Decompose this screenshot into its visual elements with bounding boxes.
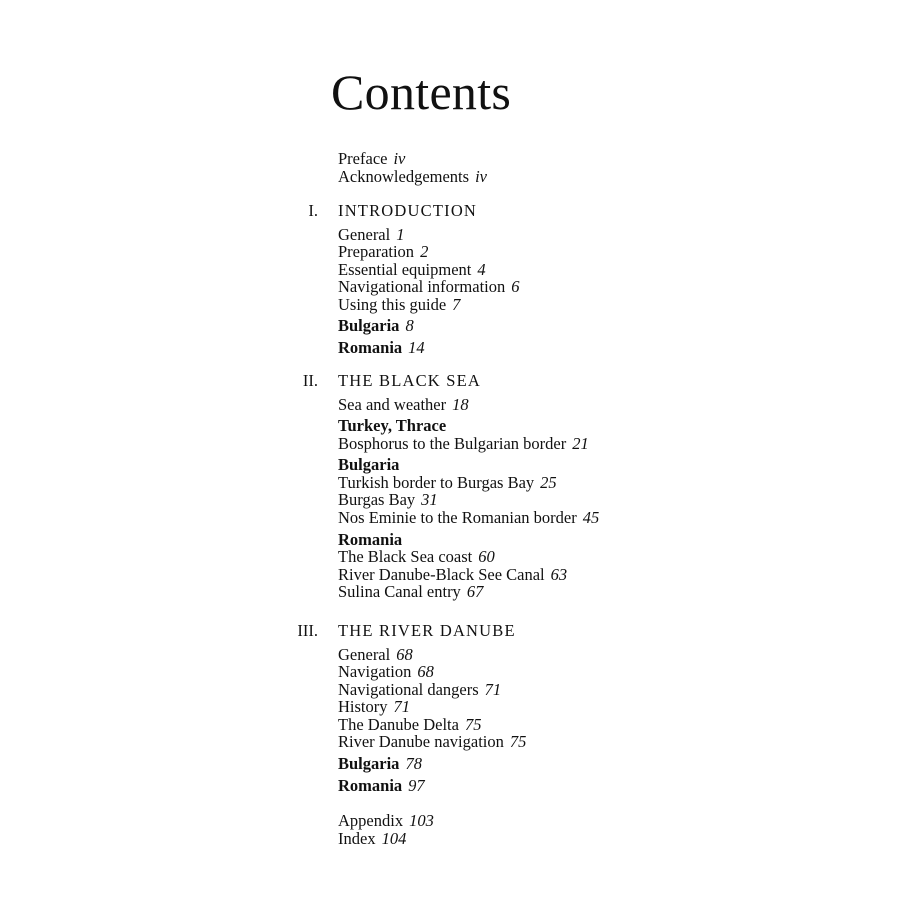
toc-entry-acknowledgements[interactable]: [338, 168, 487, 186]
entry-label: The Danube Delta: [338, 714, 459, 734]
entry-label: General: [338, 224, 391, 244]
entry-label: General: [338, 644, 391, 664]
entry-page-number: 67: [466, 582, 484, 602]
entry-label: Essential equipment: [338, 259, 472, 279]
subheading-label: Turkey, Thrace: [338, 416, 447, 436]
toc-entry[interactable]: [338, 226, 520, 244]
entry-label: Acknowledgements: [338, 166, 470, 186]
toc-entry[interactable]: [338, 583, 599, 601]
entry-label: Burgas Bay: [338, 490, 416, 510]
toc-entry[interactable]: [338, 548, 599, 566]
entry-page-number: 1: [396, 224, 405, 244]
entry-label: Bulgaria: [338, 316, 400, 336]
subheading-label: Romania: [338, 529, 403, 549]
entry-page-number: 104: [381, 828, 407, 848]
entry-label: Preface: [338, 149, 388, 168]
toc-entry[interactable]: [338, 435, 599, 453]
toc-subheading: [338, 456, 599, 474]
toc-entry-country[interactable]: [338, 755, 526, 773]
toc-entry[interactable]: [338, 261, 520, 279]
toc-entry[interactable]: [338, 681, 526, 699]
toc-entry[interactable]: [338, 698, 526, 716]
entry-label: River Danube-Black See Canal: [338, 564, 545, 584]
entry-label: Sea and weather: [338, 394, 447, 414]
entry-label: Navigational information: [338, 277, 506, 297]
entry-label: Romania: [338, 338, 403, 358]
toc-entry[interactable]: [338, 278, 520, 296]
toc-entry[interactable]: [338, 663, 526, 681]
toc-entry-country[interactable]: [338, 339, 520, 357]
toc-entry[interactable]: [338, 491, 599, 509]
entry-page-number: 7: [452, 294, 461, 314]
entry-label: Using this guide: [338, 294, 447, 314]
toc-entry-appendix[interactable]: [338, 812, 434, 830]
entry-page-number: 18: [452, 394, 469, 414]
entry-page-number: 4: [477, 259, 486, 279]
section-numeral: I.: [308, 201, 318, 220]
toc-entry[interactable]: [338, 566, 599, 584]
entry-label: Navigation: [338, 662, 412, 682]
section-heading[interactable]: THE BLACK SEA: [338, 371, 482, 390]
entry-page-number: 8: [405, 316, 414, 336]
entry-label: Index: [338, 828, 376, 848]
back-matter-list: [338, 812, 434, 847]
toc-entry-preface[interactable]: [338, 150, 487, 168]
entry-page-number: 14: [408, 338, 425, 358]
page-title: Contents: [331, 64, 512, 120]
toc-subheading: [338, 417, 599, 435]
toc-entry[interactable]: [338, 474, 599, 492]
entry-label: Bosphorus to the Bulgarian border: [338, 433, 567, 453]
toc-entry-country[interactable]: [338, 777, 526, 795]
entry-page-number: iv: [393, 149, 406, 168]
entry-label: Romania: [338, 775, 403, 795]
entry-page-number: 6: [511, 277, 520, 297]
toc-entry[interactable]: [338, 716, 526, 734]
entry-label: The Black Sea coast: [338, 547, 473, 567]
toc-subheading: [338, 531, 599, 549]
entry-page-number: 45: [582, 508, 600, 528]
toc-entry[interactable]: [338, 509, 599, 527]
entry-label: Bulgaria: [338, 754, 400, 774]
subheading-label: Bulgaria: [338, 455, 400, 475]
entry-page-number: 31: [421, 490, 438, 510]
toc-entry[interactable]: [338, 733, 526, 751]
entry-page-number: 68: [396, 644, 413, 664]
entry-page-number: 21: [572, 433, 589, 453]
entry-page-number: 75: [464, 714, 482, 734]
entry-label: Turkish border to Burgas Bay: [338, 472, 535, 492]
entry-label: Preparation: [338, 242, 415, 262]
toc-entry[interactable]: [338, 243, 520, 261]
entry-label: Appendix: [338, 811, 404, 830]
toc-entry[interactable]: [338, 396, 599, 414]
toc-entry[interactable]: [338, 646, 526, 664]
entry-label: Nos Eminie to the Romanian border: [338, 508, 577, 528]
entry-page-number: 60: [478, 547, 495, 567]
toc-entry-country[interactable]: [338, 317, 520, 335]
entry-page-number: 25: [540, 472, 557, 492]
front-matter-list: [338, 150, 487, 185]
entry-page-number: 68: [417, 662, 434, 682]
entry-page-number: 78: [405, 754, 422, 774]
section-numeral: II.: [302, 371, 318, 390]
entry-page-number: 63: [550, 564, 568, 584]
entry-page-number: 2: [420, 242, 429, 262]
section-heading[interactable]: THE RIVER DANUBE: [338, 621, 516, 640]
entry-label: Sulina Canal entry: [338, 582, 461, 602]
toc-entry[interactable]: [338, 296, 520, 314]
section-heading[interactable]: INTRODUCTION: [338, 201, 478, 220]
section-numeral: III.: [297, 621, 318, 640]
entry-page-number: iv: [475, 166, 487, 186]
entry-label: Navigational dangers: [338, 679, 479, 699]
entry-label: History: [338, 697, 388, 717]
entry-page-number: 97: [408, 775, 425, 795]
entry-page-number: 71: [484, 679, 502, 699]
toc-entry-index[interactable]: [338, 830, 434, 848]
entry-page-number: 103: [409, 811, 434, 830]
entry-label: River Danube navigation: [338, 732, 504, 752]
entry-page-number: 71: [393, 697, 410, 717]
entry-page-number: 75: [509, 732, 527, 752]
